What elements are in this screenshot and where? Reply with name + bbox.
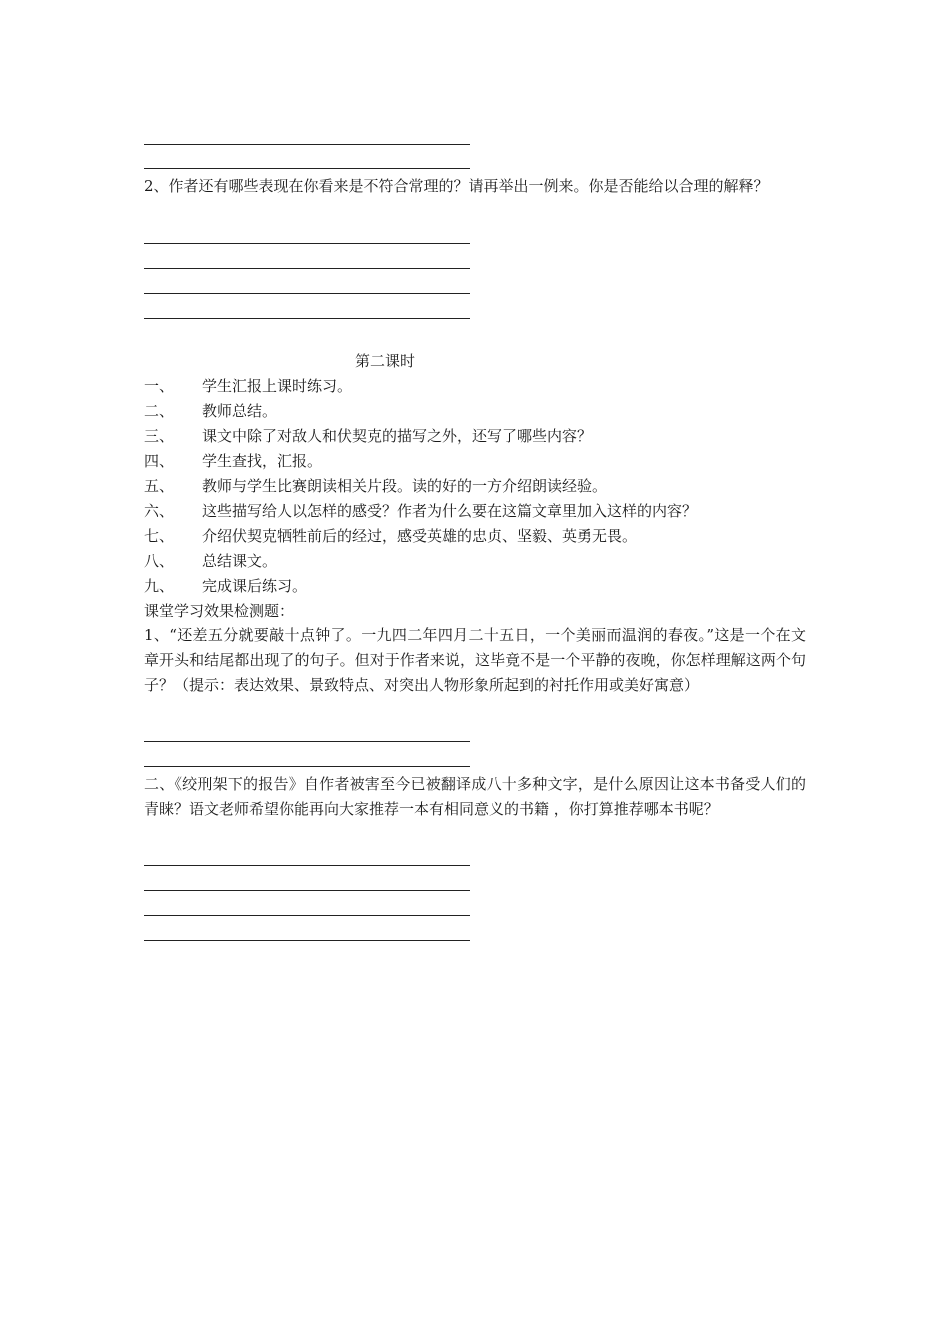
answer-line (144, 318, 470, 319)
answer-line (144, 144, 470, 145)
step-item (144, 550, 277, 572)
step-text: 课文中除了对敌人和伏契克的描写之外，还写了哪些内容？ (202, 427, 593, 445)
step-number: 二、 (144, 402, 175, 420)
step-item (144, 375, 352, 397)
step-number: 一、 (144, 377, 175, 395)
step-item (144, 575, 307, 597)
section-title: 第二课时 (355, 352, 416, 370)
answer-line (144, 865, 470, 866)
step-item (144, 525, 637, 547)
step-text: 这些描写给人以怎样的感受？作者为什么要在这篇文章里加入这样的内容？ (202, 502, 698, 520)
step-number: 六、 (144, 502, 175, 520)
answer-line (144, 890, 470, 891)
step-number: 五、 (144, 477, 175, 495)
test-question-1: 1、“还差五分就要敲十点钟了。一九四二年四月二十五日，一个美丽而温润的春夜。”这是一个在文章开头和结尾都出现了的句子。但对于作者来说，这毕竟不是一个平静的夜晚，你怎样理解这两个句子？（提示：表达效果、景致特点、对突出人物形象所起到的衬托作用或美好寓意） (144, 626, 806, 694)
step-text: 学生汇报上课时练习。 (202, 377, 353, 395)
answer-line (144, 268, 470, 269)
answer-line (144, 741, 470, 742)
step-item (144, 450, 322, 472)
step-item (144, 400, 277, 422)
step-text: 介绍伏契克牺牲前后的经过，感受英雄的忠贞、坚毅、英勇无畏。 (202, 527, 638, 545)
answer-line (144, 293, 470, 294)
answer-line (144, 243, 470, 244)
step-text: 总结课文。 (202, 552, 278, 570)
step-number: 四、 (144, 452, 175, 470)
step-text: 完成课后练习。 (202, 577, 308, 595)
step-text: 教师与学生比赛朗读相关片段。读的好的一方介绍朗读经验。 (202, 477, 608, 495)
step-number: 九、 (144, 577, 175, 595)
answer-line (144, 168, 470, 169)
test-heading: 课堂学习效果检测题： (144, 602, 295, 620)
test-question-2: 二、《绞刑架下的报告》自作者被害至今已被翻译成八十多种文字，是什么原因让这本书备受人们的青睐？语文老师希望你能再向大家推荐一本有相同意义的书籍 ，你打算推荐哪本书呢？ (144, 775, 806, 818)
step-text: 学生查找，汇报。 (202, 452, 323, 470)
answer-line (144, 915, 470, 916)
step-item (144, 500, 697, 522)
step-item (144, 425, 592, 447)
step-number: 七、 (144, 527, 175, 545)
step-item (144, 475, 607, 497)
step-number: 八、 (144, 552, 175, 570)
answer-line (144, 766, 470, 767)
step-text: 教师总结。 (202, 402, 278, 420)
question-2: 2、作者还有哪些表现在你看来是不符合常理的？请再举出一例来。你是否能给以合理的解释？ (144, 177, 769, 195)
step-number: 三、 (144, 427, 175, 445)
answer-line (144, 940, 470, 941)
